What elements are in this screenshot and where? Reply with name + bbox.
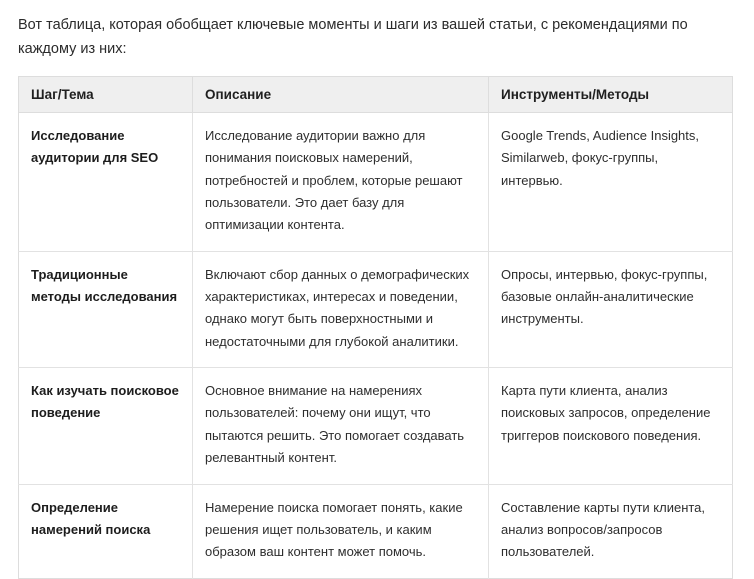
cell-tools: Карта пути клиента, анализ поисковых запросов, определение триггеров поискового поведения.	[489, 368, 733, 484]
cell-tools: Google Trends, Audience Insights, Similarweb, фокус-группы, интервью.	[489, 112, 733, 251]
column-header-topic: Шаг/Тема	[19, 76, 193, 112]
intro-paragraph: Вот таблица, которая обобщает ключевые моменты и шаги из вашей статьи, с рекомендациями по каждому из них:	[18, 17, 688, 57]
column-header-description: Описание	[193, 76, 489, 112]
cell-description: Включают сбор данных о демографических характеристиках, интересах и поведении, однако могут быть поверхностными и недостаточными для глубокой аналитики.	[193, 251, 489, 367]
cell-description: Исследование аудитории важно для понимания поисковых намерений, потребностей и проблем, которые решают пользователи. Это дает базу для оптимизации контента.	[193, 112, 489, 251]
cell-topic: Определение намерений поиска	[19, 484, 193, 578]
cell-topic: Традиционные методы исследования	[19, 251, 193, 367]
cell-tools: Опросы, интервью, фокус-группы, базовые онлайн-аналитические инструменты.	[489, 251, 733, 367]
summary-table	[18, 76, 733, 579]
table-body	[19, 112, 733, 578]
table-row	[19, 112, 733, 251]
column-header-tools: Инструменты/Методы	[489, 76, 733, 112]
cell-topic: Как изучать поисковое поведение	[19, 368, 193, 484]
cell-topic: Исследование аудитории для SEO	[19, 112, 193, 251]
table-header-row	[19, 76, 733, 112]
table-row	[19, 251, 733, 367]
table-header	[19, 76, 733, 112]
table-row	[19, 484, 733, 578]
table-row	[19, 368, 733, 484]
cell-description: Основное внимание на намерениях пользователей: почему они ищут, что пытаются решить. Это помогает создавать релевантный контент.	[193, 368, 489, 484]
cell-description: Намерение поиска помогает понять, какие решения ищет пользователь, и каким образом ваш контент может помочь.	[193, 484, 489, 578]
cell-tools: Составление карты пути клиента, анализ вопросов/запросов пользователей.	[489, 484, 733, 578]
